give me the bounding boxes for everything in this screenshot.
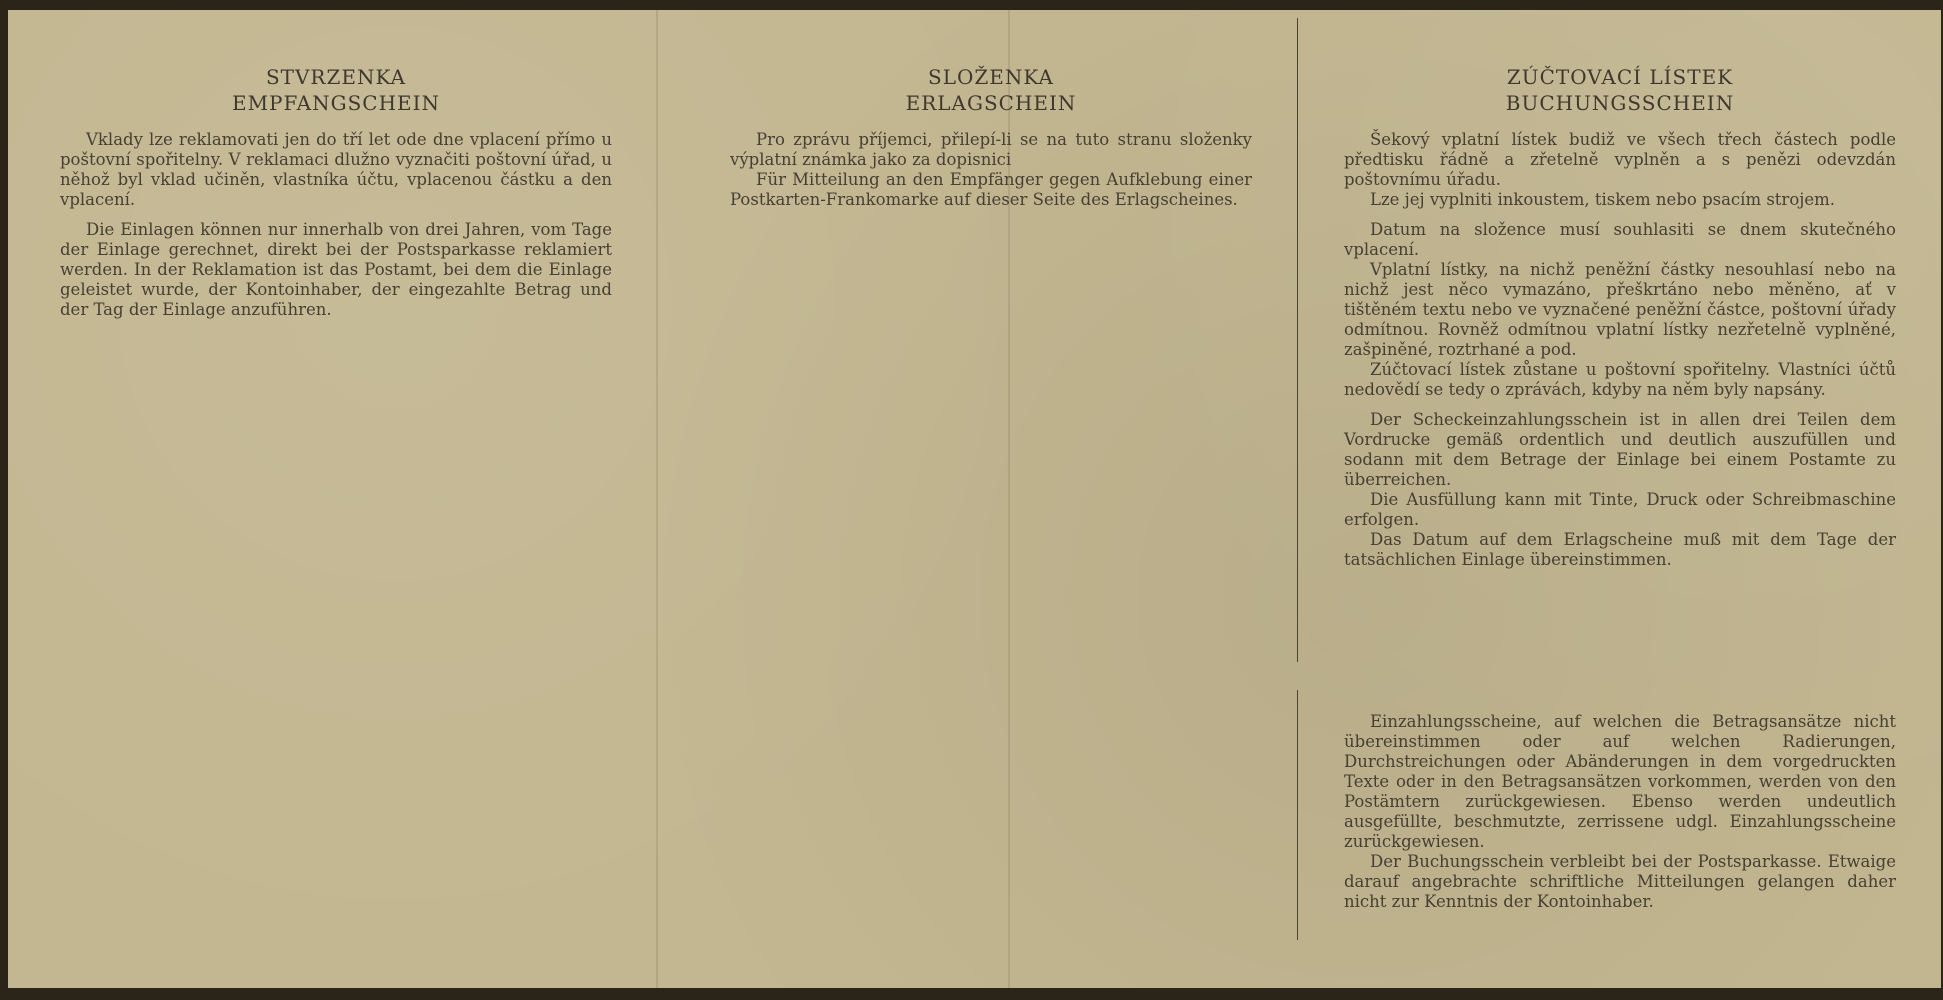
deposit-title-cz: SLOŽENKA bbox=[928, 65, 1054, 89]
booking-section-lower bbox=[1344, 712, 1896, 912]
booking-paragraph-5: Zúčtovací lístek zůstane u poštovní spořitelny. Vlastníci účtů nedovědí se tedy o zprávách, kdyby na něm byly napsány. bbox=[1344, 360, 1896, 399]
deposit-paragraph-de: Für Mitteilung an den Empfänger gegen Aufklebung einer Postkarten-Frankomarke auf dieser Seite des Erlagscheines. bbox=[730, 170, 1252, 209]
booking-title-cz: ZÚČTOVACÍ LÍSTEK bbox=[1506, 65, 1734, 89]
receipt-title-cz: STVRZENKA bbox=[265, 65, 407, 89]
booking-paragraph-4: Vplatní lístky, na nichž peněžní částky nesouhlasí nebo na nichž jest něco vymazáno, přeškrtáno nebo měněno, ať v tištěném textu nebo ve vyznačené peněžní částce, poštovní úřady odmítnou. Rovněž odmítnou vplatní lístky nezřetelně vyplněné, zašpiněné, roztrhané a pod. bbox=[1344, 260, 1896, 359]
booking-title-de: BUCHUNGSSCHEIN bbox=[1505, 91, 1735, 115]
booking-paragraph-3: Datum na složence musí souhlasiti se dnem skutečného vplacení. bbox=[1344, 220, 1896, 259]
receipt-paragraph-cz: Vklady lze reklamovati jen do tří let ode dne vplacení přímo u poštovní spořitelny. V reklamaci dlužno vyznačiti poštovní úřad, u něhož byl vklad učiněn, vlastníka účtu, vplacenou částku a den vplacení. bbox=[60, 130, 612, 209]
receipt-section bbox=[60, 64, 612, 320]
booking-paragraph-1: Šekový vplatní lístek budiž ve všech třech částech podle předtisku řádně a zřetelně vyplněn a s penězi odevzdán poštovnímu úřadu. bbox=[1344, 130, 1896, 189]
deposit-section bbox=[730, 64, 1252, 210]
deposit-form-back-side bbox=[8, 10, 1941, 988]
booking-paragraph-10: Der Buchungsschein verbleibt bei der Postsparkasse. Etwaige darauf angebrachte schriftliche Mitteilungen gelangen daher nicht zur Kenntnis der Kontoinhaber. bbox=[1344, 852, 1896, 911]
divider-line-lower bbox=[1297, 690, 1298, 940]
booking-paragraph-7: Die Ausfüllung kann mit Tinte, Druck oder Schreibmaschine erfolgen. bbox=[1344, 490, 1896, 529]
receipt-title-de: EMPFANGSCHEIN bbox=[231, 91, 441, 115]
booking-paragraph-8: Das Datum auf dem Erlagscheine muß mit dem Tage der tatsächlichen Einlage übereinstimmen. bbox=[1344, 530, 1896, 569]
deposit-title-de: ERLAGSCHEIN bbox=[905, 91, 1077, 115]
booking-paragraph-9: Einzahlungsscheine, auf welchen die Betragsansätze nicht übereinstimmen oder auf welchen Radierungen, Durchstreichungen oder Abänderungen in dem vorgedruckten Texte oder in den Betragsansätzen vorkommen, werden von den Postämtern zurückgewiesen. Ebenso werden undeutlich ausgefüllte, beschmutzte, zerrissene udgl. Einzahlungsscheine zurückgewiesen. bbox=[1344, 712, 1896, 851]
divider-line-upper bbox=[1297, 18, 1298, 662]
deposit-paragraph-cz: Pro zprávu příjemci, přilepí-li se na tuto stranu složenky výplatní známka jako za dopisnici bbox=[730, 130, 1252, 169]
fold-line-left bbox=[656, 10, 658, 988]
booking-paragraph-2: Lze jej vyplniti inkoustem, tiskem nebo psacím strojem. bbox=[1370, 190, 1836, 209]
booking-paragraph-6: Der Scheckeinzahlungsschein ist in allen drei Teilen dem Vordrucke gemäß ordentlich und deutlich auszufüllen und sodann mit dem Betrage der Einlage bei einem Postamte zu überreichen. bbox=[1344, 410, 1896, 489]
booking-section bbox=[1344, 64, 1896, 570]
receipt-paragraph-de: Die Einlagen können nur innerhalb von drei Jahren, vom Tage der Einlage gerechnet, direkt bei der Postsparkasse reklamiert werden. In der Reklamation ist das Postamt, bei dem die Einlage geleistet wurde, der Kontoinhaber, der eingezahlte Betrag und der Tag der Einlage anzuführen. bbox=[60, 220, 612, 319]
